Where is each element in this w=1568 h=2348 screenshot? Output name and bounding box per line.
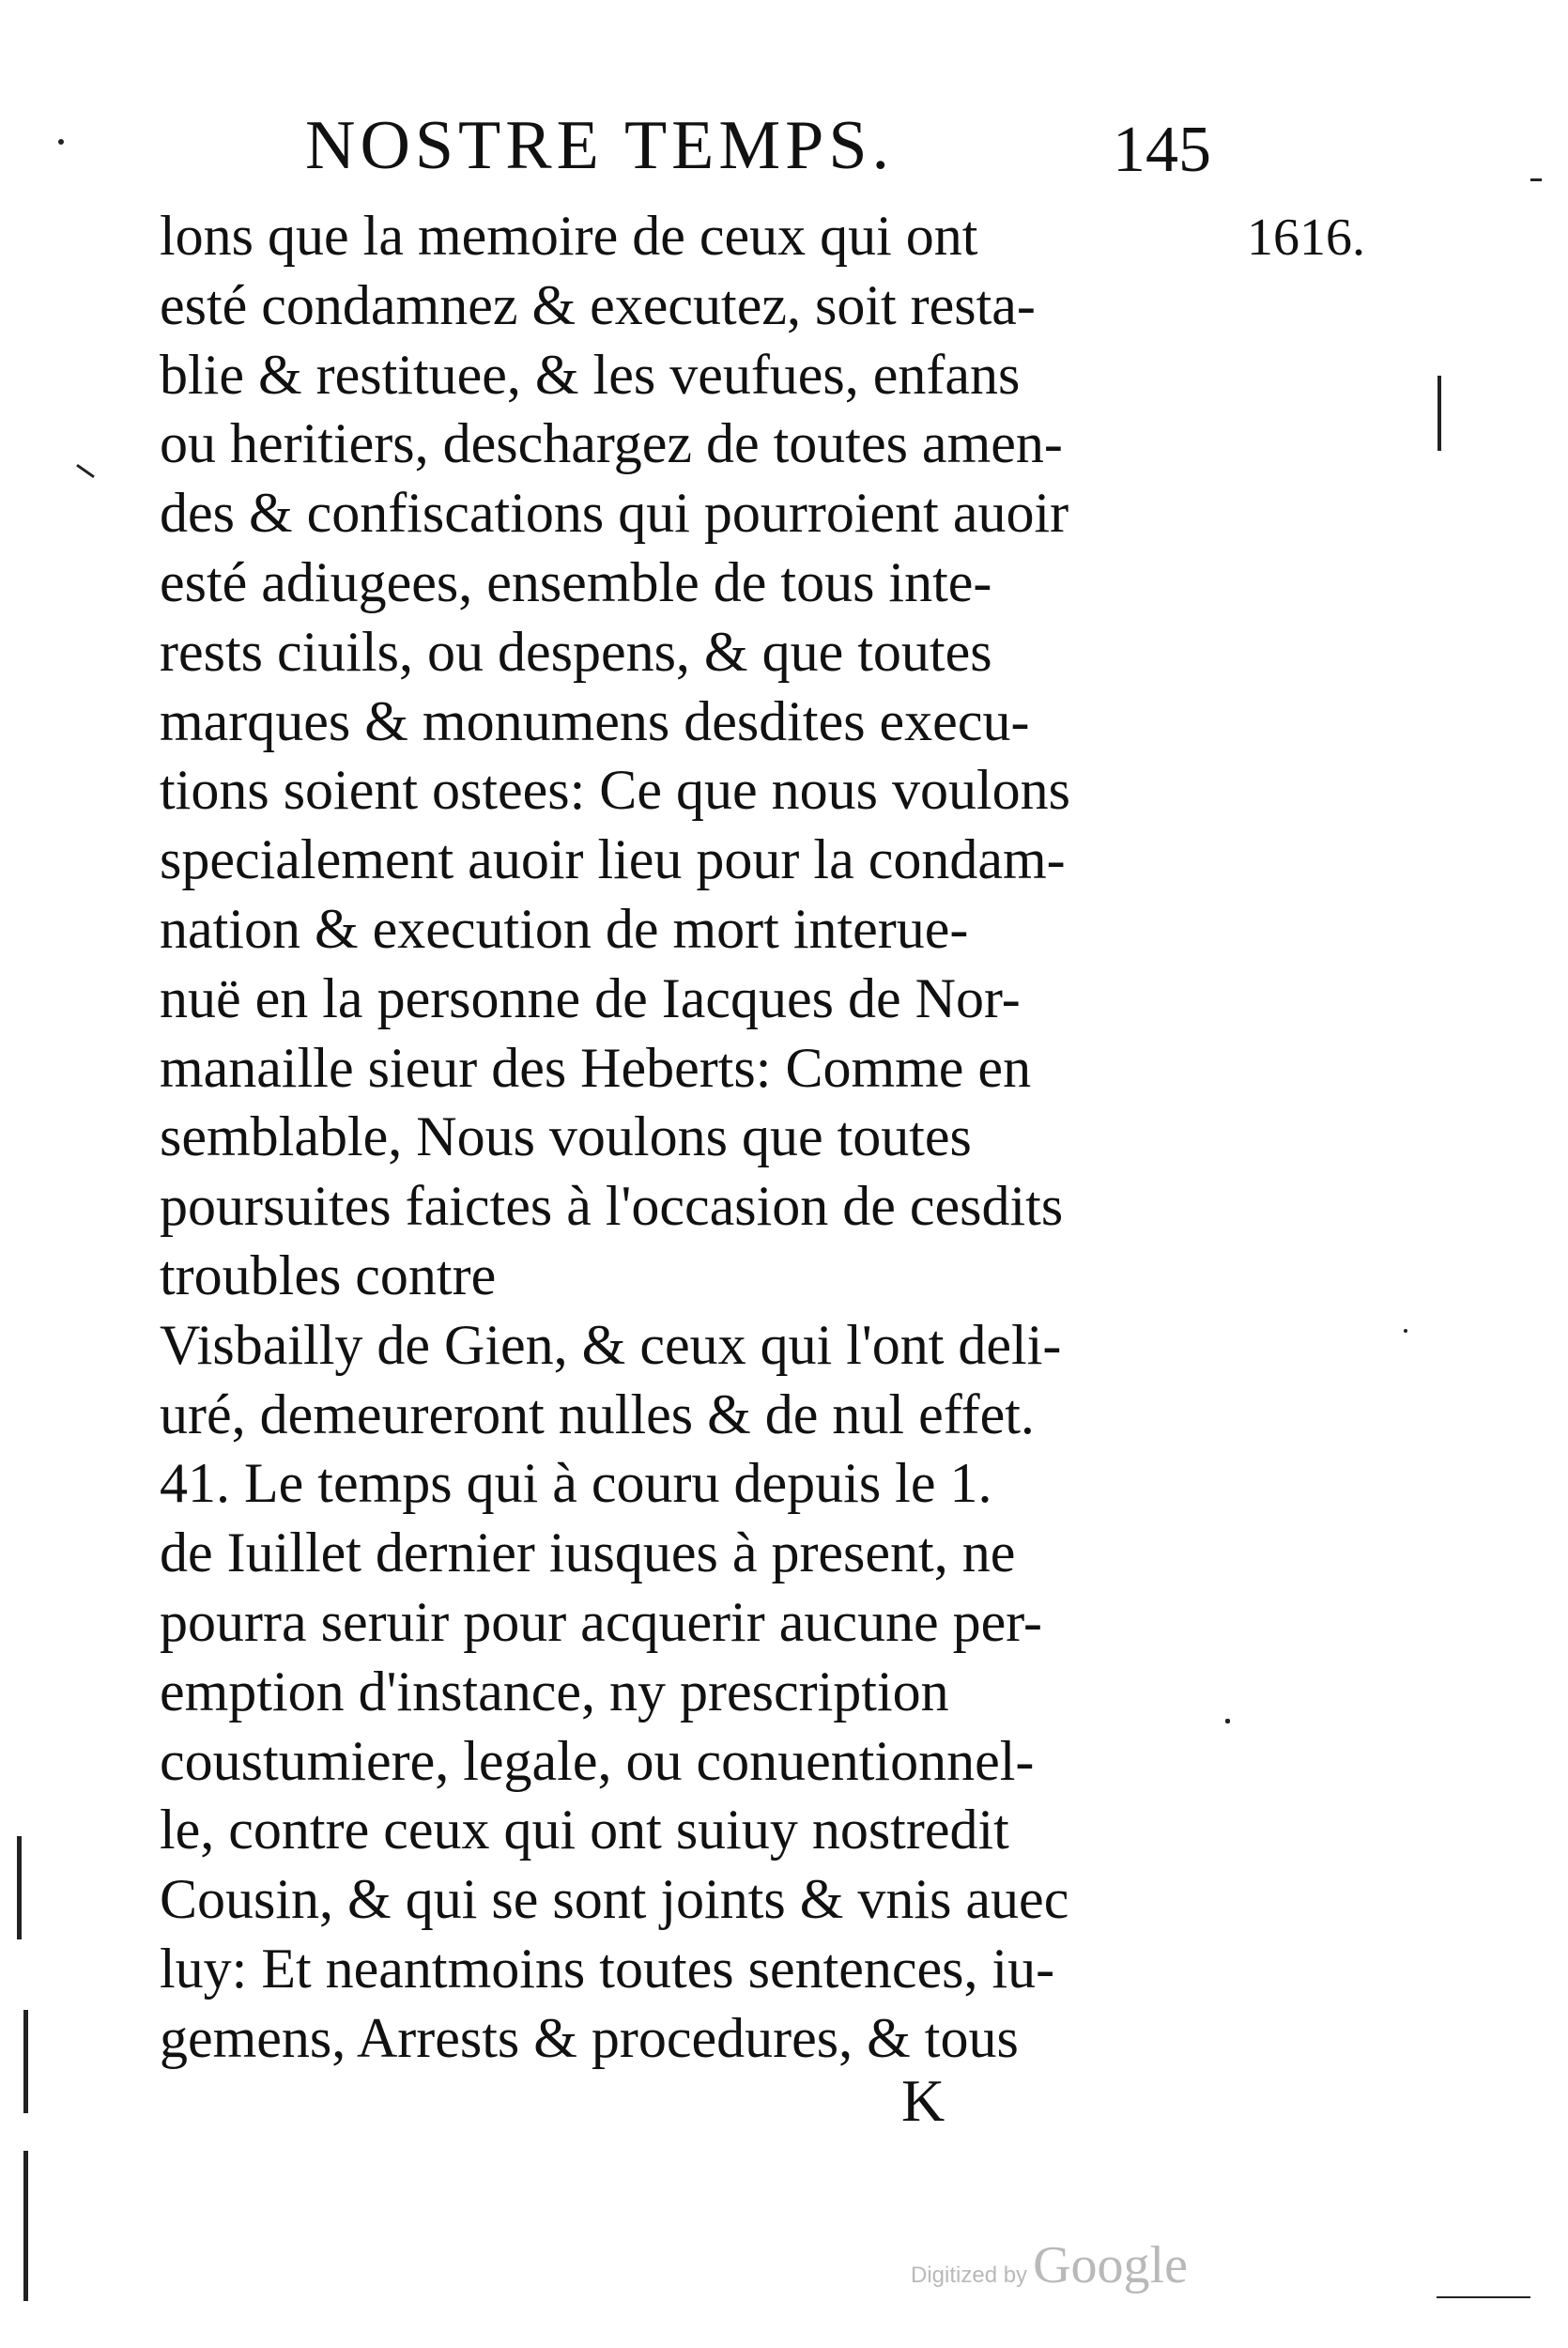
text-line: 41. Le temps qui à couru depuis le 1. bbox=[160, 1452, 992, 1515]
text-line: Visbailly de Gien, & ceux qui l'ont deli- bbox=[160, 1313, 1062, 1376]
text-line: coustumiere, legale, ou conuentionnel- bbox=[160, 1729, 1035, 1792]
body-text bbox=[160, 202, 1235, 2074]
text-line: des & confiscations qui pourroient auoir bbox=[160, 482, 1069, 545]
text-line: poursuites faictes à l'occasion de cesdits bbox=[160, 1175, 1064, 1238]
text-line: esté adiugees, ensemble de tous inte- bbox=[160, 550, 992, 613]
text-line: nuë en la personne de Iacques de Nor- bbox=[160, 966, 1021, 1029]
text-line: de Iuillet dernier iusques à present, ne bbox=[160, 1522, 1016, 1584]
text-line: rests ciuils, ou despens, & que toutes bbox=[160, 620, 992, 683]
running-head: NOSTRE TEMPS. bbox=[305, 107, 894, 184]
text-line: luy: Et neantmoins toutes sentences, iu- bbox=[160, 1937, 1055, 2000]
watermark-prefix: Digitized by bbox=[911, 2263, 1028, 2288]
text-line: esté condamnez & executez, soit resta- bbox=[160, 273, 1036, 336]
scan-speck bbox=[58, 139, 64, 145]
text-line: lons que la memoire de ceux qui ont bbox=[160, 205, 978, 267]
text-line: ou heritiers, deschargez de toutes amen- bbox=[160, 412, 1063, 475]
text-line: tions soient ostees: Ce que nous voulons bbox=[160, 759, 1070, 822]
text-line: manaille sieur des Heberts: Comme en bbox=[160, 1036, 1032, 1099]
scan-speck bbox=[23, 2010, 28, 2113]
text-line: nation & execution de mort interue- bbox=[160, 897, 969, 960]
scan-speck bbox=[1437, 376, 1441, 451]
scan-speck bbox=[1437, 2296, 1530, 2298]
scan-speck bbox=[1530, 178, 1542, 181]
watermark-brand: Google bbox=[1033, 2236, 1188, 2294]
text-line: le, contre ceux qui ont suiuy nostredit bbox=[160, 1799, 1009, 1861]
text-line: emption d'instance, ny prescription bbox=[160, 1660, 949, 1722]
signature-mark: K bbox=[901, 2067, 945, 2134]
scan-speck bbox=[76, 464, 95, 478]
text-line: troubles contre bbox=[160, 1244, 497, 1306]
text-line: gemens, Arrests & procedures, & tous bbox=[160, 2006, 1019, 2069]
margin-note-year: 1616. bbox=[1247, 209, 1365, 267]
page-number: 145 bbox=[1113, 114, 1211, 186]
text-line: marques & monumens desdites execu- bbox=[160, 689, 1030, 752]
digitized-watermark bbox=[911, 2235, 1188, 2295]
scan-speck bbox=[1225, 1719, 1230, 1723]
text-line: semblable, Nous voulons que toutes bbox=[160, 1105, 972, 1168]
scan-speck bbox=[17, 1836, 22, 1939]
text-line: Cousin, & qui se sont joints & vnis auec bbox=[160, 1868, 1069, 1931]
text-line: pourra seruir pour acquerir aucune per- bbox=[160, 1590, 1042, 1653]
text-line: uré, demeureront nulles & de nul effet. bbox=[160, 1383, 1035, 1445]
scan-speck bbox=[23, 2151, 28, 2301]
scan-speck bbox=[1404, 1329, 1407, 1333]
text-line: specialement auoir lieu pour la condam- bbox=[160, 828, 1066, 891]
text-line: blie & restituee, & les veufues, enfans bbox=[160, 343, 1021, 406]
